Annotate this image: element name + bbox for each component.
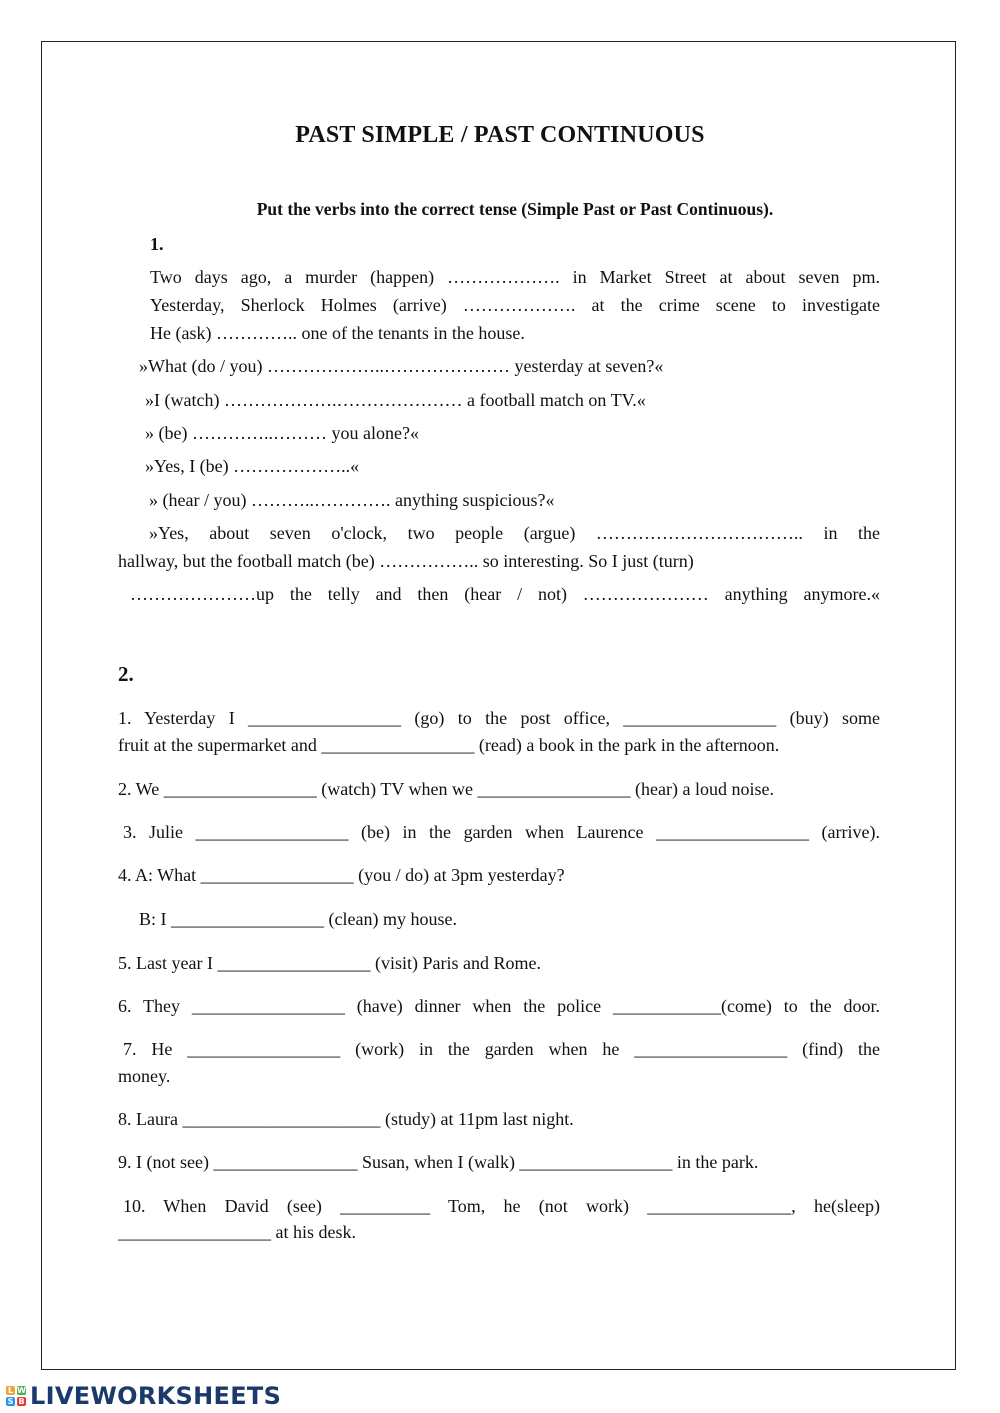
- ex2-sentence: 8. Laura ______________________ (study) at 11pm last night.: [118, 1109, 574, 1129]
- ex2-sentence: 2. We _________________ (watch) TV when we _________________ (hear) a loud noise.: [118, 779, 774, 799]
- logo-mark-cell: S: [7, 1397, 14, 1406]
- logo-mark-icon: [6, 1386, 26, 1406]
- ex1-dialogue-line: » (hear / you) ………..…………. anything suspicious?«: [149, 490, 555, 510]
- ex2-sentence: 9. I (not see) ________________ Susan, when I (walk) _________________ in the park.: [118, 1152, 759, 1172]
- ex2-sentence: money.: [118, 1066, 171, 1086]
- ex1-dialogue-line: »I (watch) ……………….………………… a football match on TV.«: [145, 390, 646, 410]
- ex1-line: He (ask) ………….. one of the tenants in the house.: [150, 323, 525, 343]
- ex1-dialogue-line: »What (do / you) ………………..………………… yesterday at seven?«: [139, 356, 664, 376]
- ex2-sentence: 6. They _________________ (have) dinner when the police ____________(come) to the door.: [118, 996, 880, 1016]
- ex1-line: Two days ago, a murder (happen) ………………. in Market Street at about seven pm.: [150, 267, 880, 287]
- ex2-sentence: 4. A: What _________________ (you / do) at 3pm yesterday?: [118, 865, 565, 885]
- ex1-dialogue-line: hallway, but the football match (be) …………….. so interesting. So I just (turn): [118, 551, 694, 571]
- exercise-1-number: 1.: [150, 234, 164, 254]
- ex1-line: Yesterday, Sherlock Holmes (arrive) ………………. at the crime scene to investigate: [150, 295, 880, 315]
- ex2-sentence: fruit at the supermarket and _________________ (read) a book in the park in the afternoon.: [118, 735, 780, 755]
- liveworksheets-logo[interactable]: [6, 1381, 281, 1411]
- ex2-sentence: B: I _________________ (clean) my house.: [139, 909, 457, 929]
- ex2-sentence: _________________ at his desk.: [118, 1222, 356, 1242]
- page-title: PAST SIMPLE / PAST CONTINUOUS: [295, 122, 705, 148]
- logo-mark-cell: B: [18, 1397, 25, 1406]
- logo-mark-cell: L: [7, 1386, 14, 1395]
- instruction: Put the verbs into the correct tense (Simple Past or Past Continuous).: [256, 199, 774, 219]
- exercise-2-number: 2.: [118, 662, 134, 686]
- ex1-dialogue-line: » (be) …………..……… you alone?«: [145, 423, 419, 443]
- ex2-sentence: 1. Yesterday I _________________ (go) to the post office, _________________ (buy) some: [118, 708, 880, 728]
- ex2-sentence: 7. He _________________ (work) in the garden when he _________________ (find) the: [123, 1039, 880, 1059]
- ex2-sentence: 10. When David (see) __________ Tom, he (not work) ________________, he(sleep): [123, 1196, 880, 1216]
- ex2-sentence: 3. Julie _________________ (be) in the garden when Laurence _________________ (arrive).: [123, 822, 880, 842]
- ex1-dialogue-line: »Yes, I (be) ………………..«: [145, 456, 360, 476]
- logo-mark-cell: W: [17, 1386, 26, 1395]
- ex1-dialogue-line: …………………up the telly and then (hear / not) ………………… anything anymore.«: [130, 584, 880, 604]
- ex2-sentence: 5. Last year I _________________ (visit) Paris and Rome.: [118, 953, 541, 973]
- ex1-dialogue-line: »Yes, about seven o'clock, two people (argue) …………………………….. in the: [149, 523, 880, 543]
- logo-text: LIVEWORKSHEETS: [30, 1382, 282, 1410]
